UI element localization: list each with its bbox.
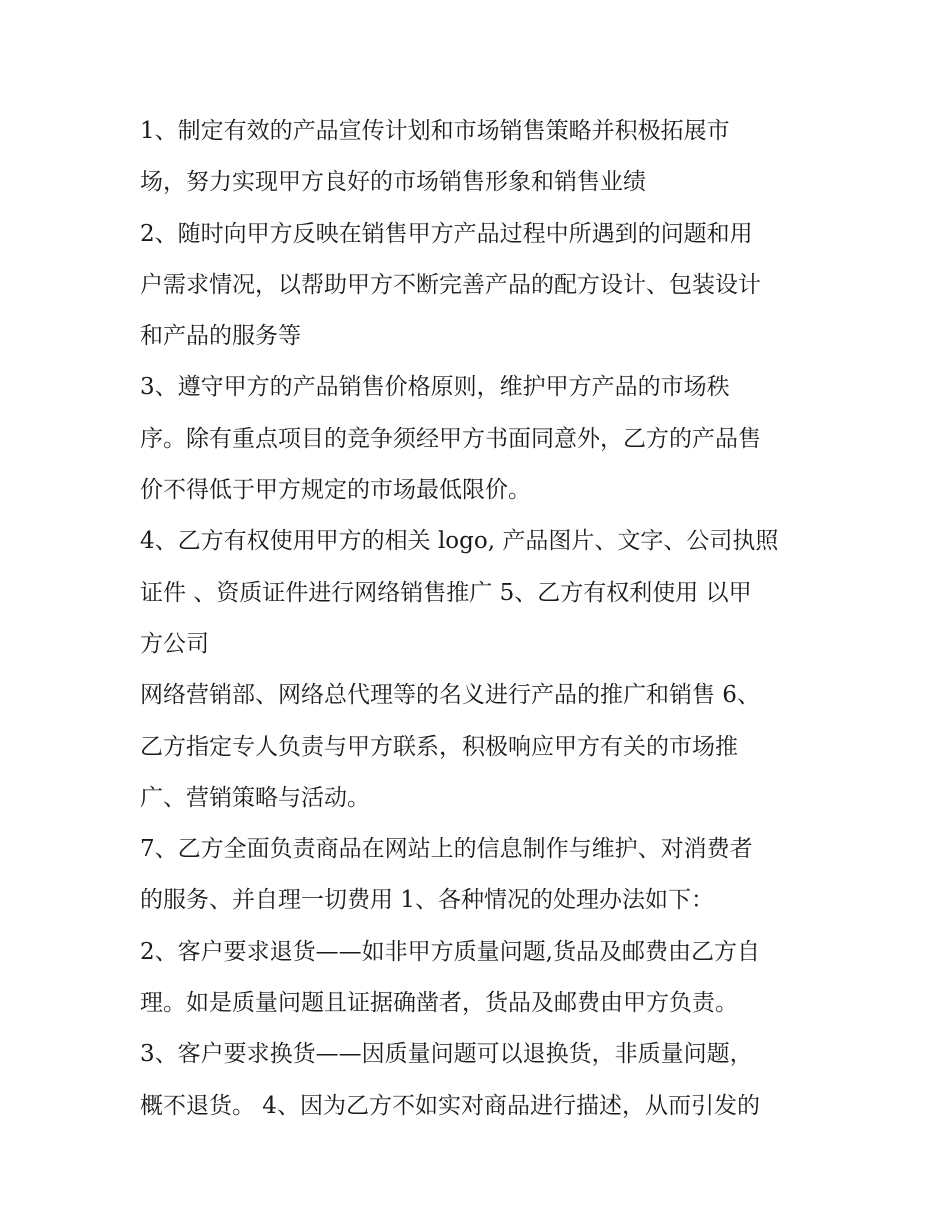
text-line: 3、遵守甲方的产品销售价格原则，维护甲方产品的市场秩	[140, 374, 730, 401]
text-line: 理。如是质量问题且证据确凿者，货品及邮费由甲方负责。	[140, 990, 738, 1017]
text-line: 证件 、资质证件进行网络销售推广 5、乙方有权利使用 以甲	[140, 579, 752, 606]
text-line: 网络营销部、网络总代理等的名义进行产品的推广和销售 6、	[140, 682, 760, 709]
text-line: 广、营销策略与活动。	[140, 784, 370, 811]
text-line: 概不退货。 4、因为乙方不如实对商品进行描述，从而引发的	[140, 1092, 760, 1119]
text-line: 3、客户要求换货——因质量问题可以退换货，非质量问题，	[140, 1041, 753, 1068]
text-line: 的服务、并自理一切费用 1、各种情况的处理办法如下：	[140, 887, 714, 914]
text-line: 价不得低于甲方规定的市场最低限价。	[140, 477, 531, 504]
text-line: 户需求情况，以帮助甲方不断完善产品的配方设计、包装设计	[140, 271, 761, 298]
text-line: 2、客户要求退货——如非甲方质量问题,货品及邮费由乙方自	[140, 938, 760, 965]
text-line: 场，努力实现甲方良好的市场销售形象和销售业绩	[140, 169, 646, 196]
text-line: 1、制定有效的产品宣传计划和市场销售策略并积极拓展市	[140, 118, 730, 144]
text-line: 7、乙方全面负责商品在网站上的信息制作与维护、对消费者	[140, 836, 753, 863]
document-body	[140, 106, 830, 1132]
text-line: 序。除有重点项目的竞争须经甲方书面同意外，乙方的产品售	[140, 425, 761, 452]
text-line: 乙方指定专人负责与甲方联系，积极响应甲方有关的市场推	[140, 733, 738, 760]
text-line: 4、乙方有权使用甲方的相关 logo, 产品图片、文字、公司执照	[140, 528, 779, 555]
text-line: 和产品的服务等	[140, 323, 301, 350]
text-line: 2、随时向甲方反映在销售甲方产品过程中所遇到的问题和用	[140, 220, 753, 247]
text-line: 方公司	[140, 630, 209, 657]
